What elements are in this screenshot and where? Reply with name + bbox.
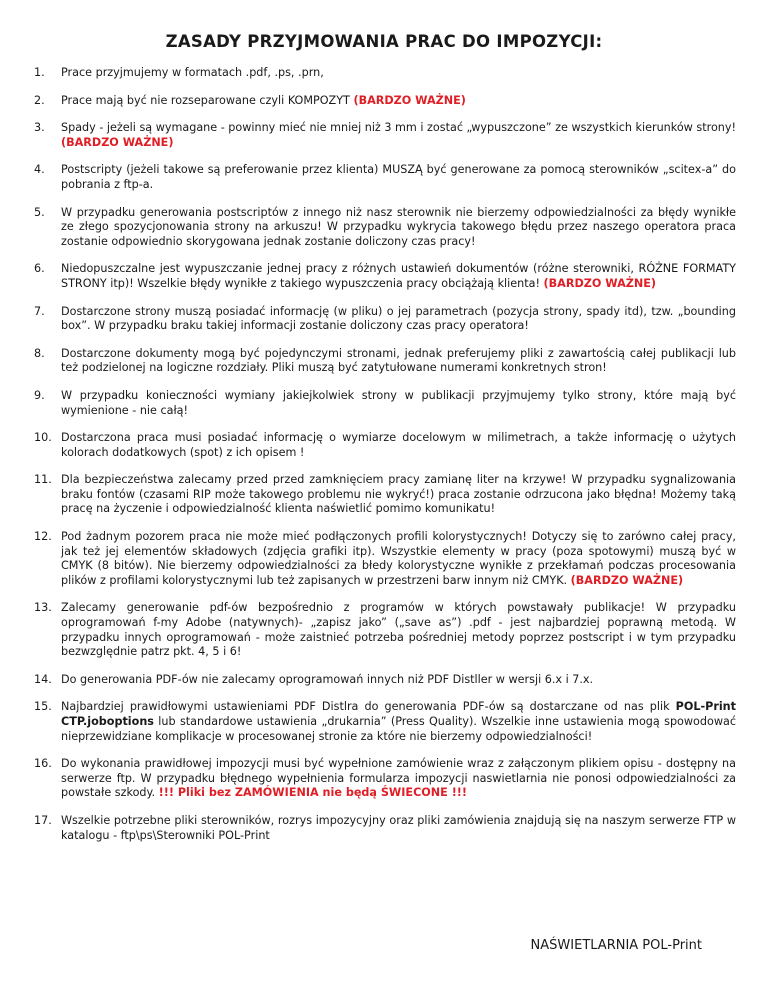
rule-item [34,814,736,843]
rule-item [34,473,736,517]
rule-item [34,673,736,688]
rule-item [34,700,736,744]
rule-item [34,262,736,291]
rule-text: Prace mają być nie rozseparowane czyli KOMPOZYT [61,93,354,107]
rules-list [34,66,736,843]
rule-number: 11. [34,473,52,487]
rule-item [34,163,736,192]
rule-emphasis: (BARDZO WAŻNE) [543,276,656,290]
rule-number: 5. [34,205,45,219]
rule-text: W przypadku konieczności wymiany jakiejkolwiek strony w publikacji przyjmujemy tylko strony, które mają być wymienione - nie całą! [61,388,736,417]
rule-text: W przypadku generowania postscriptów z innego niż nasz sterownik nie bierzemy odpowiedzialności za błędy wynikłe ze złego spozycjonowania strony na arkuszu! W przypadku wykrycia takowego błędu przez naszego operatora praca zostanie odpowiednio skorygowana jednak zostanie doliczony czas pracy! [61,205,736,248]
rule-item [34,305,736,334]
rule-emphasis: (BARDZO WAŻNE) [570,573,684,587]
rule-item [34,66,736,81]
rule-text: Pod żadnym pozorem praca nie może mieć podłączonych profili kolorystycznych! Dotyczy się to zarówno całej pracy, jak też jej elementów składowych (zdjęcia grafiki itp). Wszystkie elementy w pracy (poza spotowymi) muszą być w CMYK (8 bitów). Nie bierzemy odpowiedzialności za błedy kolorystyczne wynikłe z przekłamań podczas procesowania plików z profilami kolorystycznymi lub też zapisanych w przestrzeni barw innym niż CMYK. [61,530,736,587]
rule-text: Spady - jeżeli są wymagane - powinny mieć nie mniej niż 3 mm i zostać „wypuszczone” ze wszystkich kierunków strony! [61,121,737,135]
rule-number: 7. [34,304,45,318]
rule-item [34,431,736,460]
rule-item [34,601,736,659]
rule-number: 10. [34,431,52,445]
rule-number: 16. [34,757,52,771]
rule-item [34,347,736,376]
rule-number: 13. [34,601,52,615]
rule-bold-text: POL-Print CTP.joboptions [61,700,736,728]
rule-number: 6. [34,262,45,276]
rule-item [34,206,736,250]
rule-text: Najbardziej prawidłowymi ustawieniami PDF Distlra do generowania PDF-ów są dostarczane od nas plik [61,700,676,714]
rule-number: 12. [34,530,52,544]
rule-number: 4. [34,163,45,177]
rule-number: 15. [34,700,52,714]
rule-number: 17. [34,813,52,827]
rule-item [34,389,736,418]
rule-text: Wszelkie potrzebne pliki sterowników, rozrys impozycyjny oraz pliki zamówienia znajdują się na naszym serwerze FTP w katalogu - ftp\ps\Sterowniki POL-Print [61,813,736,842]
rule-emphasis: !!! Pliki bez ZAMÓWIENIA nie będą ŚWIECONE !!! [158,786,467,800]
rule-number: 14. [34,672,52,686]
rule-text: Do generowania PDF-ów nie zalecamy oprogramowań innych niż PDF Distller w wersji 6.x i 7.x. [61,672,594,686]
rule-emphasis: (BARDZO WAŻNE) [61,135,174,149]
rule-text: Dostarczona praca musi posiadać informację o wymiarze docelowym w milimetrach, a także informację o użytych kolorach dodatkowych (spot) z ich opisem ! [61,431,736,459]
rule-text: Dostarczone strony muszą posiadać informację (w pliku) o jej parametrach (pozycja strony, spady itd), tzw. „bounding box”. W przypadku braku takiej informacji zostanie doliczony czas pracy operatora! [61,304,736,333]
rule-item [34,94,736,109]
rule-text: Dla bezpieczeństwa zalecamy przed przed zamknięciem pracy zamianę liter na krzywe! W przypadku sygnalizowania braku fontów (czasami RIP może takowego problemu nie wykryć!) praca zostanie odrzucona jako błędna! Możemy taką pracę na życzenie i odpowiedzialność klienta naświetlić pomimo komunikatu! [61,473,736,516]
rule-number: 2. [34,93,45,107]
page-title: ZASADY PRZYJMOWANIA PRAC DO IMPOZYCJI: [165,32,603,51]
rule-number: 9. [34,388,45,402]
rule-item [34,757,736,801]
rule-number: 8. [34,346,45,360]
rule-text: Postscripty (jeżeli takowe są preferowanie przez klienta) MUSZĄ być generowane za pomocą sterowników „scitex-a” do pobrania z ftp-a. [61,163,736,191]
rule-text: lub standardowe ustawienia „drukarnia” (Press Quality). Wszelkie inne ustawienia mogą spowodować nieprzewidziane komplikacje w procesowanej stronie za które nie bierzemy odpowiedzialności! [61,715,736,743]
rule-text: Niedopuszczalne jest wypuszczanie jednej pracy z różnych ustawień dokumentów (różne sterowniki, RÓŻNE FORMATY STRONY itp)! Wszelkie błędy wynikłe z takiego wypuszczenia pracy obciążają klienta! [61,262,736,290]
rule-text: Dostarczone dokumenty mogą być pojedynczymi stronami, jednak preferujemy pliki z zawartością całej publikacji lub też podzielonej na logiczne rozdziały. Pliki muszą być zatytułowane numerami konkretnych stron! [61,346,736,375]
rule-text: Prace przyjmujemy w formatach .pdf, .ps, .prn, [61,66,324,79]
rule-text: Do wykonania prawidłowej impozycji musi być wypełnione zamówienie wraz z załączonym plikiem opisu - dostępny na serwerze ftp. W przypadku błędnego wypełnienia formularza impozycji naswietlarnia nie ponosi odpowiedzialności za powstałe szkody. [61,757,736,800]
rule-number: 1. [34,66,45,79]
rule-text: Zalecamy generowanie pdf-ów bezpośrednio z programów w których powstawały publikacje! W przypadku oprogramowań f-my Adobe (natywnych)- „zapisz jako” („save as”) .pdf - jest najbardziej poprawną metodą. W przypadku innych oprogramowań - może zaistnieć potrzeba pośredniej metody poprzez postscript i w tym przypadku bezwzględnie patrz pkt. 4, 5 i 6! [61,601,736,659]
footer-signature: NAŚWIETLARNIA POL-Print [530,938,702,953]
rule-emphasis: (BARDZO WAŻNE) [353,93,466,107]
rule-item [34,121,736,150]
rule-item [34,530,736,588]
rule-number: 3. [34,121,45,135]
